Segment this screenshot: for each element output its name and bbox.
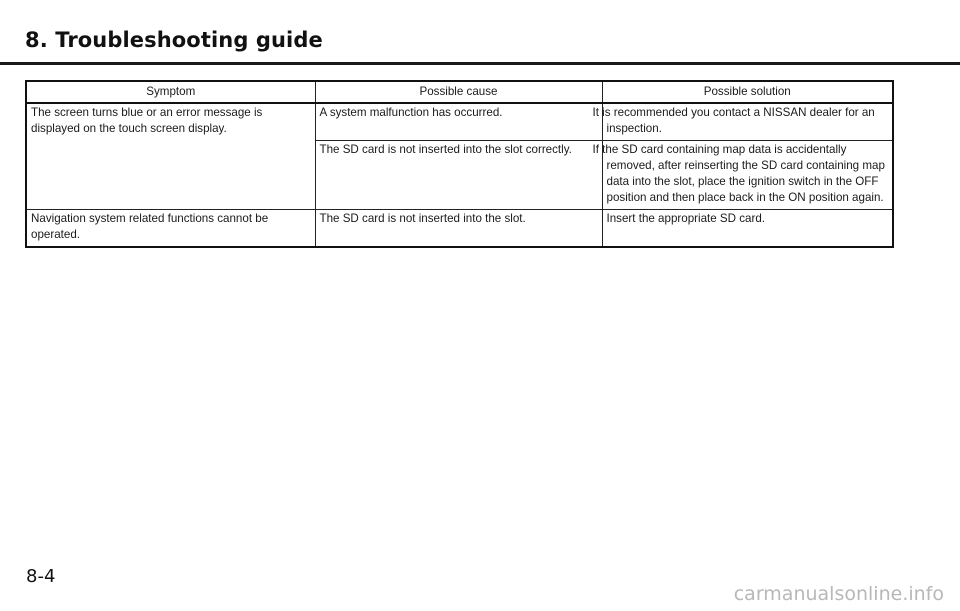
table-row (26, 103, 893, 141)
cause-cell: The SD card is not inserted into the slot correctly. (315, 141, 602, 210)
symptom-cell: Navigation system related functions cannot be operated. (26, 210, 315, 248)
troubleshooting-table (25, 80, 894, 248)
symptom-cell: The screen turns blue or an error message is displayed on the touch screen display. (26, 103, 315, 210)
column-header-solution: Possible solution (602, 81, 893, 103)
table-header-row (26, 81, 893, 103)
page-number: 8-4 (26, 566, 56, 587)
solution-cell: If the SD card containing map data is accidentally removed, after reinserting the SD card containing map data into the slot, place the ignition switch in the OFF position and then place back in the ON position again. (602, 141, 893, 210)
watermark: carmanualsonline.info (733, 583, 944, 605)
column-header-symptom: Symptom (26, 81, 315, 103)
page-title: 8. Troubleshooting guide (25, 28, 323, 52)
column-header-cause: Possible cause (315, 81, 602, 103)
table-row (26, 210, 893, 248)
cause-cell: The SD card is not inserted into the slot. (315, 210, 602, 248)
solution-cell: It is recommended you contact a NISSAN dealer for an inspection. (602, 103, 893, 141)
solution-cell: Insert the appropriate SD card. (602, 210, 893, 248)
cause-cell: A system malfunction has occurred. (315, 103, 602, 141)
title-rule (0, 62, 960, 65)
